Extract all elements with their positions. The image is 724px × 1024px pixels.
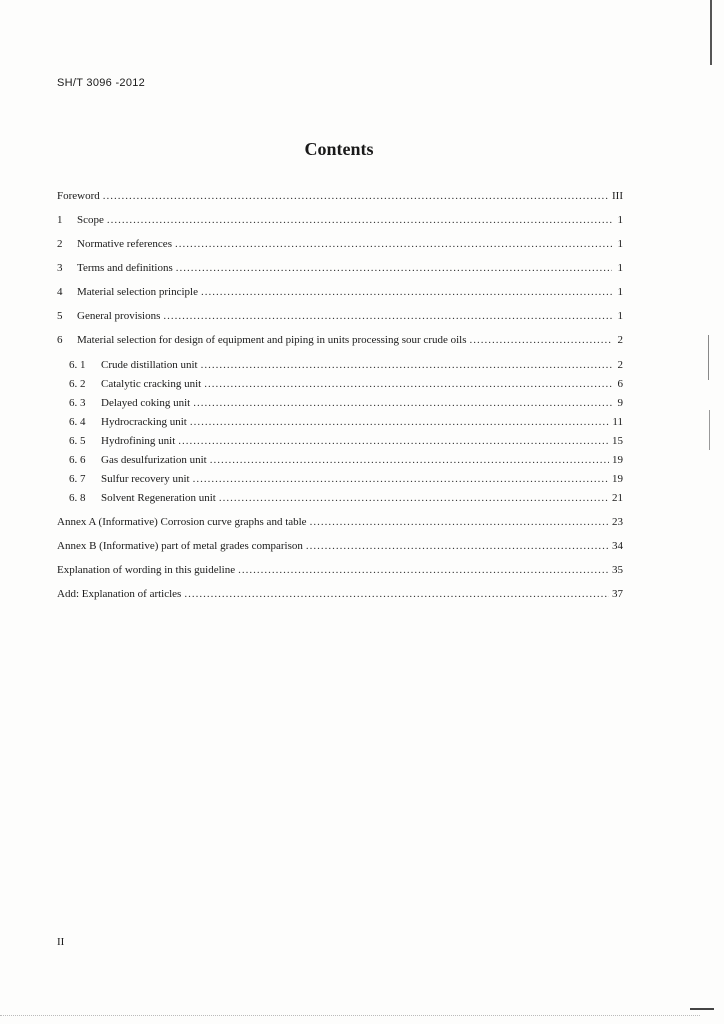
toc-leader-dots bbox=[204, 378, 612, 390]
toc-label: Sulfur recovery unit bbox=[101, 473, 190, 485]
toc-label: Terms and definitions bbox=[77, 262, 173, 274]
toc-number: 6. 4 bbox=[69, 416, 86, 428]
toc-label: Catalytic cracking unit bbox=[101, 378, 202, 390]
toc-entry-explanation-wording[interactable] bbox=[57, 564, 623, 576]
toc-label: Crude distillation unit bbox=[101, 359, 198, 371]
toc-leader-dots bbox=[219, 492, 609, 504]
toc-number: 2 bbox=[57, 238, 63, 250]
toc-label: Material selection for design of equipment and piping in units processing sour crude oils bbox=[77, 334, 467, 346]
toc-page-number: 1 bbox=[617, 310, 623, 322]
toc-page-number: 35 bbox=[612, 564, 623, 576]
toc-leader-dots bbox=[238, 564, 609, 576]
toc-page-number: 23 bbox=[612, 516, 623, 528]
toc-leader-dots bbox=[107, 214, 612, 226]
toc-number: 6. 5 bbox=[69, 435, 86, 447]
scan-artifact bbox=[0, 1014, 700, 1016]
toc-leader-dots bbox=[163, 310, 612, 322]
toc-entry-crude-distillation[interactable] bbox=[69, 359, 623, 371]
toc-page-number: 15 bbox=[612, 435, 623, 447]
toc-page-number: 9 bbox=[617, 397, 623, 409]
toc-number: 6. 2 bbox=[69, 378, 86, 390]
toc-entry-hydrocracking[interactable] bbox=[69, 416, 623, 428]
scan-artifact bbox=[708, 335, 709, 380]
toc-leader-dots bbox=[210, 454, 609, 466]
toc-label: Annex B (Informative) part of metal grades comparison bbox=[57, 540, 303, 552]
toc-page-number: 1 bbox=[617, 238, 623, 250]
toc-entry-annex-a[interactable] bbox=[57, 516, 623, 528]
toc-label: Delayed coking unit bbox=[101, 397, 191, 409]
toc-leader-dots bbox=[306, 540, 609, 552]
toc-leader-dots bbox=[190, 416, 610, 428]
toc-page-number: 19 bbox=[612, 473, 623, 485]
toc-entry-gas-desulfurization[interactable] bbox=[69, 454, 623, 466]
scan-artifact bbox=[710, 0, 712, 65]
toc-page-number: 1 bbox=[617, 214, 623, 226]
toc-page-number: 1 bbox=[617, 262, 623, 274]
document-code: SH/T 3096 -2012 bbox=[57, 77, 146, 89]
toc-entry-foreword[interactable] bbox=[57, 190, 623, 202]
toc-entry-catalytic-cracking[interactable] bbox=[69, 378, 623, 390]
toc-entry-sulfur-recovery[interactable] bbox=[69, 473, 623, 485]
toc-entry-explanation-articles[interactable] bbox=[57, 588, 623, 600]
toc-number: 1 bbox=[57, 214, 63, 226]
toc-page-number: 21 bbox=[612, 492, 623, 504]
toc-leader-dots bbox=[103, 190, 609, 202]
toc-entry-normative-references[interactable] bbox=[57, 238, 623, 250]
toc-entry-scope[interactable] bbox=[57, 214, 623, 226]
toc-number: 6 bbox=[57, 334, 63, 346]
toc-leader-dots bbox=[176, 262, 612, 274]
toc-label: Foreword bbox=[57, 190, 100, 202]
toc-label: Explanation of wording in this guideline bbox=[57, 564, 236, 576]
toc-entry-material-selection-principle[interactable] bbox=[57, 286, 623, 298]
toc-page-number: 34 bbox=[612, 540, 623, 552]
toc-number: 6. 7 bbox=[69, 473, 86, 485]
toc-entry-delayed-coking[interactable] bbox=[69, 397, 623, 409]
toc-label: Hydrocracking unit bbox=[101, 416, 187, 428]
toc-page-number: 1 bbox=[617, 286, 623, 298]
toc-entry-material-selection-design[interactable] bbox=[57, 334, 623, 346]
toc-page-number: 11 bbox=[612, 416, 623, 428]
toc-leader-dots bbox=[178, 435, 609, 447]
toc-number: 6. 8 bbox=[69, 492, 86, 504]
toc-number: 6. 1 bbox=[69, 359, 86, 371]
toc-label: General provisions bbox=[77, 310, 161, 322]
toc-leader-dots bbox=[201, 359, 612, 371]
toc-page-number: III bbox=[612, 190, 623, 202]
page-number: II bbox=[57, 936, 65, 948]
toc-number: 3 bbox=[57, 262, 63, 274]
toc-page-number: 37 bbox=[612, 588, 623, 600]
toc-number: 4 bbox=[57, 286, 63, 298]
toc-leader-dots bbox=[470, 334, 612, 346]
toc-label: Scope bbox=[77, 214, 104, 226]
toc-entry-terms-definitions[interactable] bbox=[57, 262, 623, 274]
toc-label: Annex A (Informative) Corrosion curve graphs and table bbox=[57, 516, 307, 528]
scan-artifact bbox=[690, 1008, 714, 1010]
toc-label: Gas desulfurization unit bbox=[101, 454, 207, 466]
toc-entry-hydrofining[interactable] bbox=[69, 435, 623, 447]
toc-label: Add: Explanation of articles bbox=[57, 588, 182, 600]
toc-label: Normative references bbox=[77, 238, 172, 250]
toc-page-number: 2 bbox=[617, 359, 623, 371]
toc-leader-dots bbox=[310, 516, 609, 528]
page-title: Contents bbox=[304, 139, 374, 159]
scan-artifact bbox=[709, 410, 710, 450]
toc-entry-annex-b[interactable] bbox=[57, 540, 623, 552]
toc-entry-general-provisions[interactable] bbox=[57, 310, 623, 322]
toc-label: Solvent Regeneration unit bbox=[101, 492, 216, 504]
toc-page-number: 6 bbox=[617, 378, 623, 390]
toc-page-number: 2 bbox=[617, 334, 623, 346]
toc-label: Hydrofining unit bbox=[101, 435, 176, 447]
toc-leader-dots bbox=[201, 286, 612, 298]
toc-number: 5 bbox=[57, 310, 63, 322]
toc-label: Material selection principle bbox=[77, 286, 198, 298]
toc-page-number: 19 bbox=[612, 454, 623, 466]
toc-leader-dots bbox=[193, 397, 612, 409]
toc-leader-dots bbox=[193, 473, 609, 485]
toc-entry-solvent-regeneration[interactable] bbox=[69, 492, 623, 504]
toc-leader-dots bbox=[184, 588, 609, 600]
toc-number: 6. 6 bbox=[69, 454, 86, 466]
toc-leader-dots bbox=[175, 238, 612, 250]
toc-number: 6. 3 bbox=[69, 397, 86, 409]
